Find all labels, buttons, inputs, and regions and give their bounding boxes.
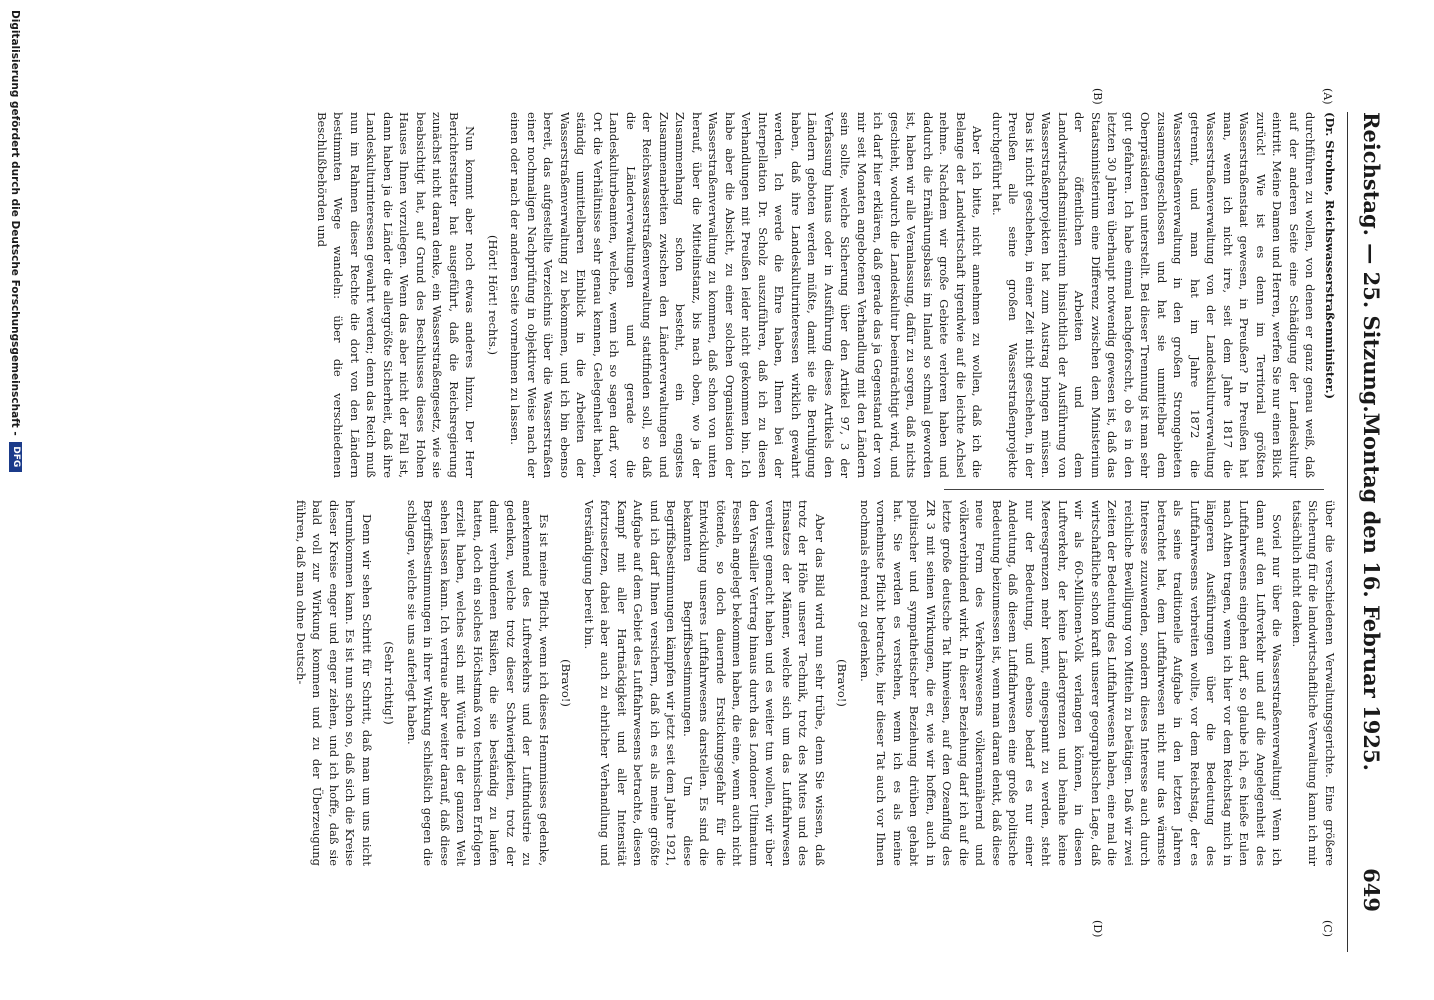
- speaker-line: (Dr. Strohne, Reichswasserstraßenminister.): [1323, 112, 1337, 400]
- paragraph: Aber das Bild wird nun sehr trübe, denn Sie wissen, daß trotz der Höhe unserer Technik, trotz des Mutes und des Einsatzes der Männer, welche sich um das Luftfahrwesen verdient gemacht haben und es weiter tun wollen, wir über den Versailler Vertrag hinaus durch das Londoner Ultimatum Fesseln angelegt bekommen haben, die eine, wenn auch nicht tötende, so doch dauernde Erstickungsgefahr für die Entwicklung unseres Luftfahrwesens darstellen. Es sind die bekannten Begriffsbestimmungen. Um diese Begriffsbestimmungen kämpfen wir jetzt seit dem Jahre 1921, und ich darf Ihnen versichern, daß ich es als meine größte Aufgabe auf dem Gebiet des Luftfahrwesens betrachte, diesen Kampf mit aller Hartnäckigkeit und aller Intensität fortzusetzen, dabei aber auch zu ehrlicher Verhandlung und Verständigung bereit bin.: [582, 500, 827, 866]
- interjection: (Sehr richtig!): [382, 641, 397, 725]
- page-header: [1348, 112, 1384, 912]
- paragraph: Denn wir sehen Schritt für Schritt, daß man um uns nicht herumkommen kann. Es ist nun schon so, daß sich die Kreise dieser Kreise enger und enger ziehen, und ich hoffe, daß sie bald voll zur Wirkung kommen und zu der Überzeugung führen, daß man ohne Deutsch-: [294, 500, 374, 866]
- interjection: (Bravo!): [559, 659, 574, 707]
- paragraph: über die verschiedenen Verwaltungsgerichte. Eine größere Sicherung für die landwirtschaftliche Verwaltung kann ich mir tatsächlich nicht denken.: [1290, 500, 1337, 866]
- paragraph: Aber ich bitte, nicht annehmen zu wollen, daß ich die Belange der Landwirtschaft irgendwie auf die leichte Achsel nehme. Nachdem wir große Gebiete verloren haben und dadurch die Ernährungsbasis im Inland so schmal geworden ist, haben wir alle Veranlassung, dafür zu sorgen, daß nichts geschieht, wodurch die Landeskultur beeinträchtigt wird, und ich darf hier erklären, daß gerade das ja Gegenstand der von mir seit Monaten angebotenen Verhandlung mit den Ländern sein sollte, welche Sicherung über den Artikel 97, 3 der Verfassung hinaus oder in Ausführung dieses Artikels den Ländern geboten werden müßte, damit sie die Beruhigung haben, daß ihre Landeskulturinteressen wirklich gewahrt werden. Ich werde die Ehre haben, Ihnen bei der Interpellation Dr. Scholz auszuführen, daß ich zu diesen Verhandlungen mit Preußen leider nicht gekommen bin. Ich habe aber die Absicht, zu einer solchen Organisation der Wasserstraßenverwaltung zu kommen, daß schon von unten herauf, über die Mittelinstanz, bis nach oben, wo ja der Zusammenhang schon besteht, ein engstes Zusammenarbeiten zwischen den Länderverwaltungen und der Reichswasserstraßenverwaltung stattfinden soll, so daß die Länderverwaltungen und gerade die Landeskulturbeamten, welche, wenn ich so sagen darf, vor Ort die Verhältnisse sehr genau kennen, Gelegenheit haben, ständig unmittelbaren Einblick in die Arbeiten der Wasserstraßenverwaltung zu bekommen, und ich bin ebenso bereit, das aufgestellte Verzeichnis über die Wasserstraßen einer nochmaligen Nachprüfung in objektiver Weise nach der einen oder nach der anderen Seite vornehmen zu lassen.: [508, 112, 985, 478]
- margin-marker-a: (A): [1321, 88, 1334, 105]
- interjection: (Hört! Hört! rechts.): [486, 235, 500, 355]
- margin-marker-b: (B): [1091, 88, 1104, 105]
- column-divider: [944, 489, 1324, 490]
- interjection: (Bravo!): [835, 659, 850, 707]
- paragraph: Soviel nur über die Wasserstraßenverwaltung! Wenn ich dann auf den Luftverkehr und auf die Angelegenheit des Luftfahrwesens eingehen darf, so glaube ich, es hieße Eulen nach Athen tragen, wenn ich hier vor dem Reichstag mich in längeren Ausführungen über die Bedeutung des Luftfahrwesens verbreiten wollte, vor dem Reichstag, der es als seine traditionelle Aufgabe in den letzten Jahren betrachtet hat, dem Luftfahrwesen nicht nur das wärmste Interesse zuzuwenden, sondern dieses Interesse auch durch reichliche Bewilligung von Mitteln zu betätigen. Daß wir zwei Zeiten der Bedeutung des Luftfahrwesens haben, eine mal die wirtschaftliche schon kraft unserer geographischen Lage, daß wir als 60-Millionen-Volk verlangen können, in diesen Luftverkehr, der keine Ländergrenzen und beinahe keine Meeresgrenzen mehr kennt, eingespannt zu werden, steht nur der Bedeutung, und ebenso bedarf es nur einer Andeutung, daß diesem Luftfahrwesen eine große politische Bedeutung beizumessen ist, wenn man daran denkt, daß diese neue Form des Verkehrswesens völkerannähernd und völkerverbindend wirkt. In dieser Beziehung darf ich auf die letzte große deutsche Tat hinweisen, auf den Ozeanflug des ZR 3 mit seinen Wirkungen, die er, wie wir hoffen, auch in politischer und sympathetischer Beziehung drüben gehabt hat. Sie werden es verstehen, wenn ich es als meine vornehmste Pflicht betrachte, hier dieser Tat auch vor Ihnen nochmals ehrend zu gedenken.: [858, 500, 1285, 866]
- margin-marker-c: (C): [1321, 920, 1334, 937]
- paragraph: durchführen zu wollen, von denen er ganz genau weiß, daß auf der anderen Seite eine Schädigung der Landeskultur eintritt. Meine Damen und Herren, werfen Sie nur einen Blick zurück! Wie ist es denn im Territorial größten Wasserstraßenstaat gewesen, in Preußen? In Preußen hat man, wenn ich nicht irre, seit dem Jahre 1817 die Wasserstraßenverwaltung von der Landeskulturverwaltung getrennt, und man hat im Jahre 1872 die Wasserstraßenverwaltung in den großen Stromgebieten zusammengeschlossen und hat sie unmittelbar dem Oberpräsidenten unterstellt. Bei dieser Trennung ist man sehr gut gefahren. Ich habe einmal nachgeforscht, ob es in den letzten 30 Jahren überhaupt notwendig gewesen ist, daß das Staatsministerium eine Differenz zwischen dem Ministerium der öffentlichen Arbeiten und dem Landwirtschaftsministerium hinsichtlich der Ausführung von Wasserstraßenprojekten hat zum Austrag bringen müssen. Das ist nicht geschehen, in einer Zeit nicht geschehen, in der Preußen alle seine großen Wasserstraßenprojekte durchgeführt hat.: [990, 112, 1318, 479]
- header-rule: [1347, 112, 1348, 952]
- text-column-right: [294, 500, 1338, 866]
- page-number: 649: [1359, 868, 1384, 912]
- digitization-footer: [9, 10, 22, 910]
- dfg-logo: DFG: [9, 442, 22, 472]
- header-date: Montag den 16. Februar 1925.: [1359, 412, 1384, 771]
- header-left: Reichstag. — 25. Sitzung.: [1359, 112, 1384, 413]
- paragraph: Es ist meine Pflicht, wenn ich dieses Hemmnisses gedenke, anerkennend des Luftverkehrs und der Luftindustrie zu gedenken, welche trotz dieser Schwierigkeiten, trotz der damit verbundenen Risiken, die sie beständig zu laufen hatten, doch ein solches Höchstmaß von technischen Erfolgen erzielt haben, welches sich mit Würde in der ganzen Welt sehen lassen kann. Ich vertraue aber weiter darauf, daß diese Begriffsbestimmungen in ihrer Wirkung schließlich gegen die schlagen, welche sie uns auferlegt haben.: [405, 500, 551, 866]
- margin-marker-d: (D): [1091, 920, 1104, 938]
- footer-text: Digitalisierung gefördert durch die Deutsche Forschungsgemeinschaft -: [9, 10, 22, 436]
- paragraph: Nun kommt aber noch etwas anderes hinzu. Der Herr Berichterstatter hat ausgeführt, daß die Reichsregierung zunächst nicht daran denke, ein Wasserstraßengesetz, wie sie beabsichtigt hat, auf Grund des Beschlusses dieses Hohen Hauses Ihnen vorzulegen. Wenn das aber nicht der Fall ist, dann haben ja die Länder die allergrößte Sicherheit, daß ihre Landeskulturinteressen gewahrt werden; denn das Reich muß nun im Rahmen dieser Rechte die dort von den Ländern bestimmten Wege wandeln: über die verschiedenen Beschlußbehörden und: [315, 112, 478, 478]
- text-column-left: [315, 112, 1338, 479]
